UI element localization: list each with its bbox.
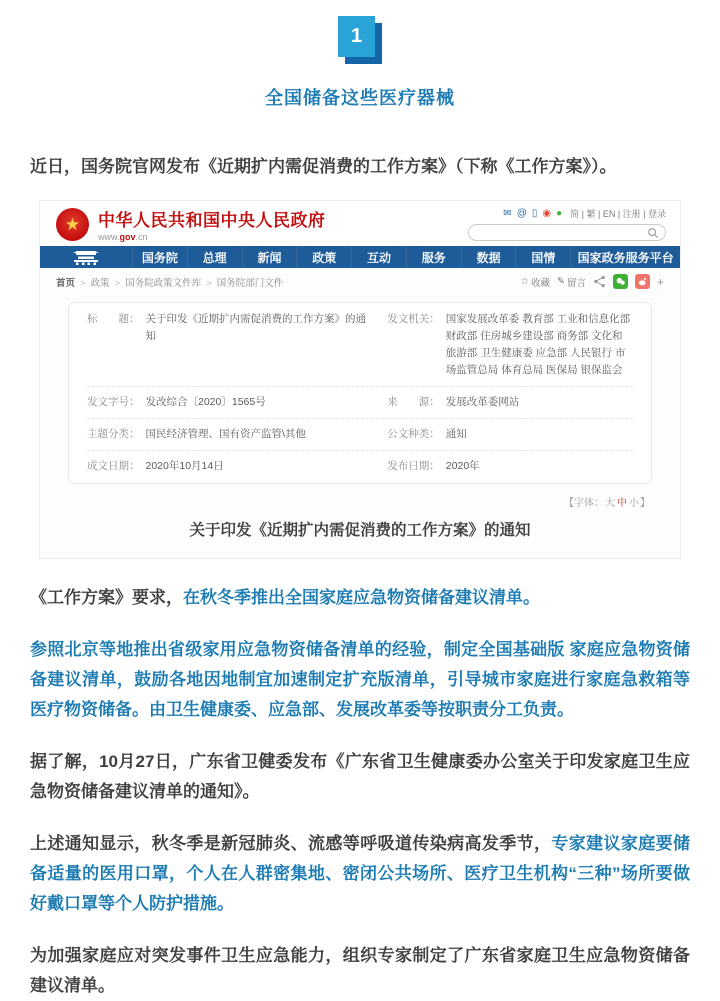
star-icon: ☆	[520, 276, 529, 287]
paragraph-highlight-span: 专家建议家庭要储备适量的医用口罩，个人在人群密集地、密闭公共场所、医疗卫生机构“三种”场所要做好戴口罩等个人防护措施。	[30, 834, 691, 913]
wechat-icon[interactable]: ●	[556, 207, 563, 219]
search-input[interactable]	[468, 224, 666, 241]
meta-value: 关于印发《近期扩内需促消费的工作方案》的通知	[145, 313, 366, 342]
meta-value: 通知	[445, 428, 467, 440]
font-small-button[interactable]: 小	[629, 498, 639, 509]
meta-value: 2020年	[445, 460, 480, 472]
font-size-control	[70, 494, 650, 509]
meta-label: 发布日期：	[387, 460, 440, 472]
meta-docno-cell	[87, 394, 387, 411]
paragraph-national-list: 参照北京等地推出省级家用应急物资储备清单的经验，制定全国基础版 家庭应急物资储备建议清单，鼓励各地因地制宜加速制定扩充版清单，引导城市家庭进行家庭急救箱等医疗物资储备。由卫生健康委、应急部、发展改革委等按职责分工负责。	[30, 640, 690, 719]
national-emblem-icon: ★	[56, 208, 89, 241]
paragraph-highlight-span: 在秋冬季推出全国家庭应急物资储备建议清单。	[183, 588, 540, 607]
share-weibo-icon[interactable]	[635, 274, 650, 289]
breadcrumb-dept-docs[interactable]: > 国务院部门文件	[201, 275, 283, 289]
breadcrumb	[40, 268, 680, 295]
meta-value: 发展改革委网站	[445, 396, 520, 408]
site-url-mid: gov	[119, 232, 136, 242]
document-title: 关于印发《近期扩内需促消费的工作方案》的通知	[189, 522, 531, 539]
site-url-suf: .cn	[135, 232, 148, 242]
meta-label: 发文机关：	[387, 313, 440, 325]
meta-category-cell	[87, 426, 387, 443]
meta-publish-date-cell	[387, 458, 633, 475]
search-icon	[647, 227, 659, 239]
paragraph-expert-list: 为加强家庭应对突发事件卫生应急能力，组织专家制定了广东省家庭卫生应急物资储备建议清单。	[30, 946, 690, 995]
meta-label: 来 源：	[387, 396, 440, 408]
paragraph-dark-span: 《工作方案》要求，	[30, 588, 183, 607]
meta-value: 国家发展改革委 教育部 工业和信息化部 财政部 住房城乡建设部 商务部 文化和旅游部 卫生健康委 应急部 人民银行 市场监管总局 体育总局 医保局 银保监会	[445, 313, 631, 376]
meta-issuer-cell	[387, 311, 633, 379]
nav-item-zhengwu-platform[interactable]: 国家政务服务平台	[570, 246, 680, 268]
govcn-header	[40, 201, 680, 246]
breadcrumb-zhengce[interactable]: > 政策	[75, 275, 110, 289]
font-medium-button[interactable]: 中	[617, 498, 627, 509]
home-tiananmen-icon[interactable]	[40, 246, 132, 268]
nav-item-zhengce[interactable]: 政策	[296, 246, 351, 268]
meta-value: 2020年10月14日	[145, 460, 224, 472]
meta-value: 国民经济管理、国有资产监管\其他	[145, 428, 306, 440]
meta-label: 主题分类：	[87, 428, 140, 440]
paragraph-requirement	[30, 583, 690, 613]
govcn-screenshot	[39, 200, 681, 559]
section-badge-wrap	[0, 0, 720, 57]
nav-item-xinwen[interactable]: 新闻	[242, 246, 297, 268]
nav-item-hudong[interactable]: 互动	[351, 246, 406, 268]
meta-title-cell	[87, 311, 387, 379]
paragraph-mask-advice	[30, 829, 690, 919]
meta-label: 公文种类：	[387, 428, 440, 440]
page-actions	[520, 274, 664, 289]
pencil-icon: ✎	[557, 276, 565, 287]
table-row	[87, 386, 633, 418]
nav-item-shuju[interactable]: 数据	[461, 246, 516, 268]
meta-label: 标 题：	[87, 313, 140, 325]
nav-item-guowuyuan[interactable]: 国务院	[132, 246, 187, 268]
font-large-button[interactable]: 大	[605, 498, 615, 509]
share-icon[interactable]	[593, 275, 606, 288]
paragraph-dark-span: 上述通知显示，秋冬季是新冠肺炎、流感等呼吸道传染病高发季节，	[30, 834, 552, 853]
site-title: 中华人民共和国中央人民政府	[98, 211, 326, 230]
weibo-icon[interactable]: ◉	[542, 207, 552, 219]
site-identity	[98, 206, 326, 242]
paragraph-guangdong-notice: 据了解，10月27日，广东省卫健委发布《广东省卫生健康委办公室关于印发家庭卫生应急物资储备建议清单的通知》。	[30, 752, 690, 801]
nav-item-fuwu[interactable]: 服务	[406, 246, 461, 268]
favorite-button[interactable]	[520, 275, 550, 289]
meta-doctype-cell	[387, 426, 633, 443]
meta-label: 成文日期：	[87, 460, 140, 472]
meta-source-cell	[387, 394, 633, 411]
section-title: 全国储备这些医疗器械	[265, 88, 455, 108]
comment-button[interactable]	[557, 275, 586, 289]
site-url[interactable]	[98, 232, 326, 242]
header-icon-row	[503, 207, 666, 220]
nav-item-zongli[interactable]: 总理	[187, 246, 242, 268]
comment-label: 留言	[566, 277, 586, 289]
table-row	[87, 304, 633, 386]
language-login-links[interactable]: 简 | 繁 | EN | 注册 | 登录	[570, 209, 666, 219]
font-ctl-prefix: 【字体：	[564, 498, 604, 509]
share-wechat-icon[interactable]	[613, 274, 628, 289]
section-number-badge: 1	[338, 16, 375, 57]
favorite-label: 收藏	[530, 277, 550, 289]
more-share-button[interactable]: +	[656, 274, 664, 289]
site-url-pre: www.	[98, 232, 120, 242]
mobile-icon[interactable]: ▯	[531, 207, 538, 219]
paragraph-intro: 近日，国务院官网发布《近期扩内需促消费的工作方案》（下称《工作方案》）。	[30, 157, 617, 176]
nav-item-guoqing[interactable]: 国情	[515, 246, 570, 268]
breadcrumb-home[interactable]: 首页	[56, 277, 76, 289]
document-meta-card	[68, 302, 652, 484]
table-row	[87, 418, 633, 450]
meta-value: 发改综合〔2020〕1565号	[145, 396, 266, 408]
meta-written-date-cell	[87, 458, 387, 475]
table-row	[87, 450, 633, 482]
mail-icon[interactable]: ✉	[503, 207, 512, 219]
header-right	[468, 207, 666, 241]
breadcrumb-policy-library[interactable]: > 国务院政策文件库	[110, 275, 202, 289]
font-ctl-suffix: 】	[640, 498, 650, 509]
at-icon[interactable]: @	[516, 207, 527, 219]
govcn-nav	[40, 246, 680, 268]
meta-label: 发文字号：	[87, 396, 140, 408]
